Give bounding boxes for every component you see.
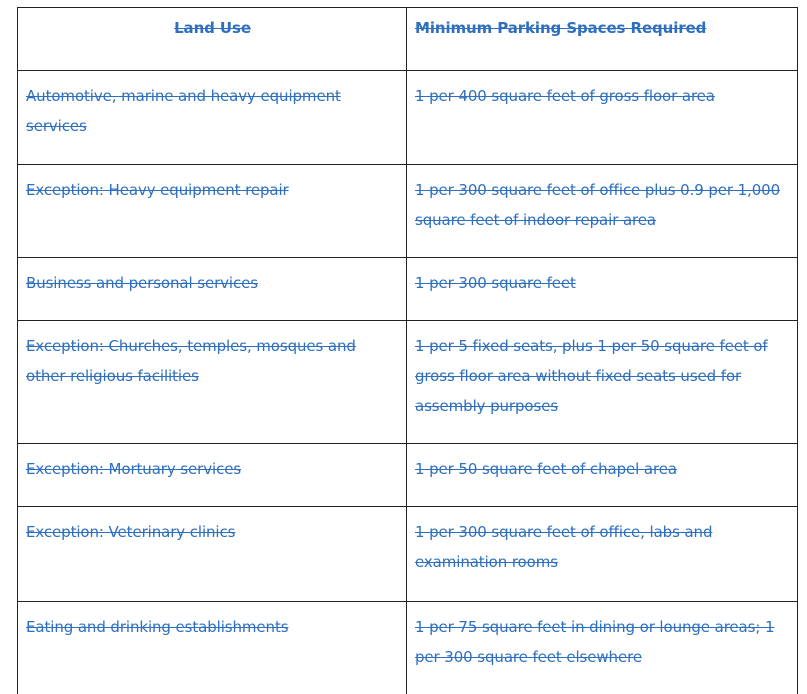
table-header-row	[18, 8, 798, 71]
land-use-cell: Exception: Veterinary clinics	[18, 507, 407, 602]
parking-cell: 1 per 300 square feet	[407, 258, 798, 321]
table-row	[18, 444, 798, 507]
land-use-cell: Business and personal services	[18, 258, 407, 321]
header-parking-spaces: Minimum Parking Spaces Required	[407, 8, 798, 71]
table-row	[18, 258, 798, 321]
land-use-cell: Exception: Churches, temples, mosques and other religious facilities	[18, 321, 407, 444]
header-land-use: Land Use	[18, 8, 407, 71]
land-use-cell: Exception: Mortuary services	[18, 444, 407, 507]
parking-cell: 1 per 400 square feet of gross floor area	[407, 71, 798, 165]
parking-cell: 1 per 75 square feet in dining or lounge areas; 1 per 300 square feet elsewhere	[407, 602, 798, 694]
parking-cell: 1 per 5 fixed seats, plus 1 per 50 square feet of gross floor area without fixed seats used for assembly purposes	[407, 321, 798, 444]
table-row	[18, 71, 798, 165]
table-row	[18, 165, 798, 258]
parking-cell: 1 per 300 square feet of office plus 0.9 per 1,000 square feet of indoor repair area	[407, 165, 798, 258]
parking-cell: 1 per 50 square feet of chapel area	[407, 444, 798, 507]
table-row	[18, 507, 798, 602]
table-row	[18, 321, 798, 444]
table-row	[18, 602, 798, 694]
land-use-cell: Exception: Heavy equipment repair	[18, 165, 407, 258]
parking-requirements-table	[17, 7, 798, 694]
land-use-cell: Eating and drinking establishments	[18, 602, 407, 694]
land-use-cell: Automotive, marine and heavy equipment services	[18, 71, 407, 165]
parking-cell: 1 per 300 square feet of office, labs and examination rooms	[407, 507, 798, 602]
